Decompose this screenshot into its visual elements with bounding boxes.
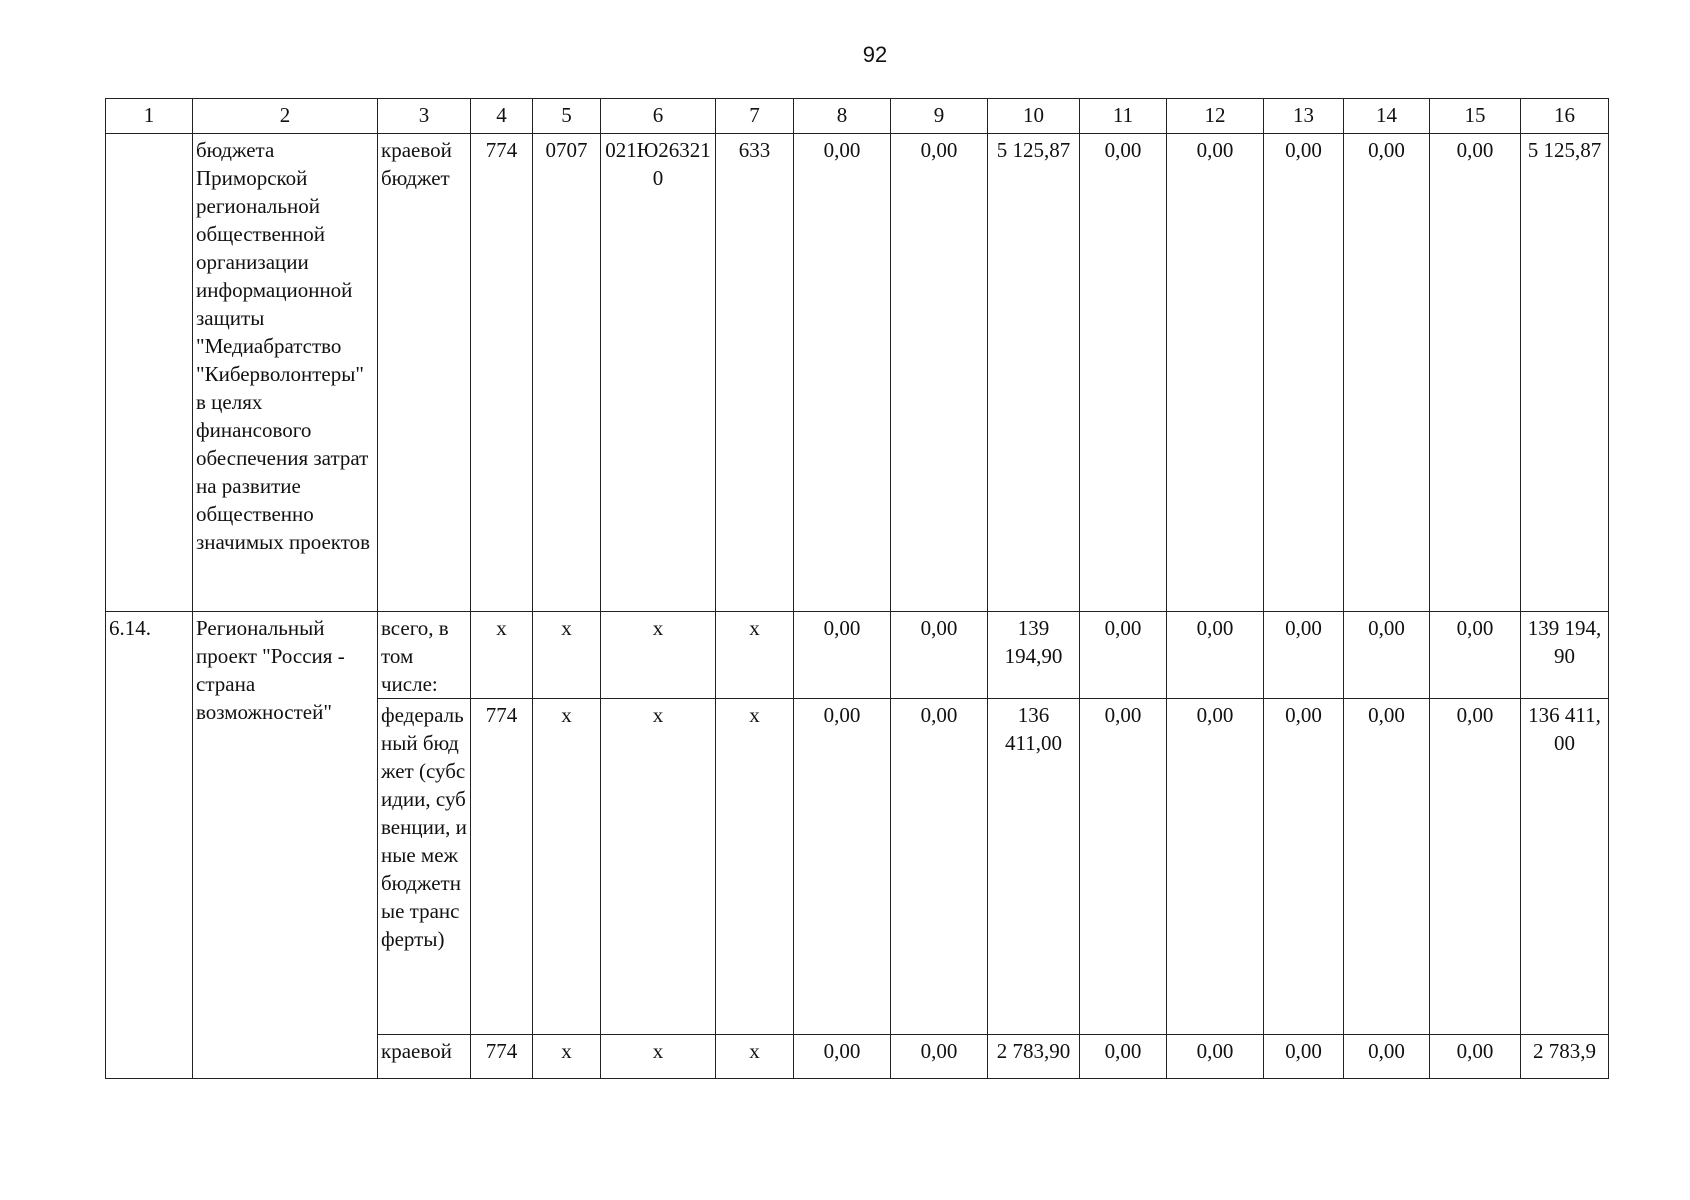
cell-col13: 0,00: [1264, 612, 1344, 699]
cell-col8: 0,00: [794, 134, 891, 612]
cell-col7: 633: [716, 134, 794, 612]
header-cell: 2: [193, 99, 378, 134]
cell-col10: 5 125,87: [988, 134, 1080, 612]
cell-col11: 0,00: [1080, 612, 1167, 699]
cell-col4: x: [471, 612, 533, 699]
cell-col16: 2 783,9: [1521, 1035, 1609, 1079]
cell-col10: 139 194,90: [988, 612, 1080, 699]
cell-col15: 0,00: [1430, 134, 1521, 612]
cell-col16: 139 194,90: [1521, 612, 1609, 699]
header-cell: 8: [794, 99, 891, 134]
cell-col4: 774: [471, 699, 533, 1035]
funding-source: федеральный бюджет (субсидии, субвенции, иные межбюджетные трансферты): [378, 699, 471, 1035]
cell-col12: 0,00: [1167, 699, 1264, 1035]
cell-col5: x: [533, 699, 601, 1035]
cell-col6: x: [601, 612, 716, 699]
cell-col5: x: [533, 1035, 601, 1079]
cell-col14: 0,00: [1344, 134, 1430, 612]
cell-col9: 0,00: [891, 612, 988, 699]
cell-col7: x: [716, 1035, 794, 1079]
header-cell: 16: [1521, 99, 1609, 134]
cell-col15: 0,00: [1430, 1035, 1521, 1079]
cell-col6: 021Ю263210: [601, 134, 716, 612]
page-number: 92: [862, 42, 888, 67]
cell-col16: 136 411,00: [1521, 699, 1609, 1035]
cell-col11: 0,00: [1080, 699, 1167, 1035]
header-cell: 14: [1344, 99, 1430, 134]
cell-col4: 774: [471, 1035, 533, 1079]
measure-name: бюджета Приморской региональной общественной организации информационной защиты "Медиабратство "Киберволонтеры" в целях финансового обеспечения затрат на развитие общественно значимых проектов: [193, 134, 378, 612]
header-cell: 7: [716, 99, 794, 134]
row-number: [106, 134, 193, 612]
header-cell: 9: [891, 99, 988, 134]
funding-source: краевой бюджет: [378, 134, 471, 612]
cell-col13: 0,00: [1264, 699, 1344, 1035]
header-cell: 15: [1430, 99, 1521, 134]
funding-source: краевой: [378, 1035, 471, 1079]
cell-col8: 0,00: [794, 1035, 891, 1079]
cell-col7: x: [716, 699, 794, 1035]
header-cell: 10: [988, 99, 1080, 134]
cell-col7: x: [716, 612, 794, 699]
cell-col8: 0,00: [794, 612, 891, 699]
cell-col9: 0,00: [891, 134, 988, 612]
cell-col13: 0,00: [1264, 1035, 1344, 1079]
cell-col5: 0707: [533, 134, 601, 612]
cell-col6: x: [601, 1035, 716, 1079]
cell-col14: 0,00: [1344, 612, 1430, 699]
cell-col9: 0,00: [891, 1035, 988, 1079]
cell-col16: 5 125,87: [1521, 134, 1609, 612]
cell-col14: 0,00: [1344, 699, 1430, 1035]
header-cell: 12: [1167, 99, 1264, 134]
cell-col9: 0,00: [891, 699, 988, 1035]
table-row: [106, 134, 1609, 612]
measure-name: Региональный проект "Россия - страна возможностей": [193, 612, 378, 1079]
cell-col12: 0,00: [1167, 612, 1264, 699]
cell-col11: 0,00: [1080, 1035, 1167, 1079]
header-cell: 11: [1080, 99, 1167, 134]
header-cell: 3: [378, 99, 471, 134]
header-cell: 13: [1264, 99, 1344, 134]
cell-col15: 0,00: [1430, 699, 1521, 1035]
cell-col11: 0,00: [1080, 134, 1167, 612]
cell-col15: 0,00: [1430, 612, 1521, 699]
cell-col10: 136 411,00: [988, 699, 1080, 1035]
cell-col14: 0,00: [1344, 1035, 1430, 1079]
cell-col5: x: [533, 612, 601, 699]
header-row: [106, 99, 1609, 134]
cell-col4: 774: [471, 134, 533, 612]
funding-source: всего, в том числе:: [378, 612, 471, 699]
table-row: [106, 612, 1609, 699]
header-cell: 5: [533, 99, 601, 134]
row-number: 6.14.: [106, 612, 193, 1079]
header-cell: 1: [106, 99, 193, 134]
cell-col13: 0,00: [1264, 134, 1344, 612]
cell-col6: x: [601, 699, 716, 1035]
cell-col8: 0,00: [794, 699, 891, 1035]
header-cell: 4: [471, 99, 533, 134]
cell-col10: 2 783,90: [988, 1035, 1080, 1079]
budget-table: [105, 98, 1609, 1079]
header-cell: 6: [601, 99, 716, 134]
cell-col12: 0,00: [1167, 1035, 1264, 1079]
cell-col12: 0,00: [1167, 134, 1264, 612]
